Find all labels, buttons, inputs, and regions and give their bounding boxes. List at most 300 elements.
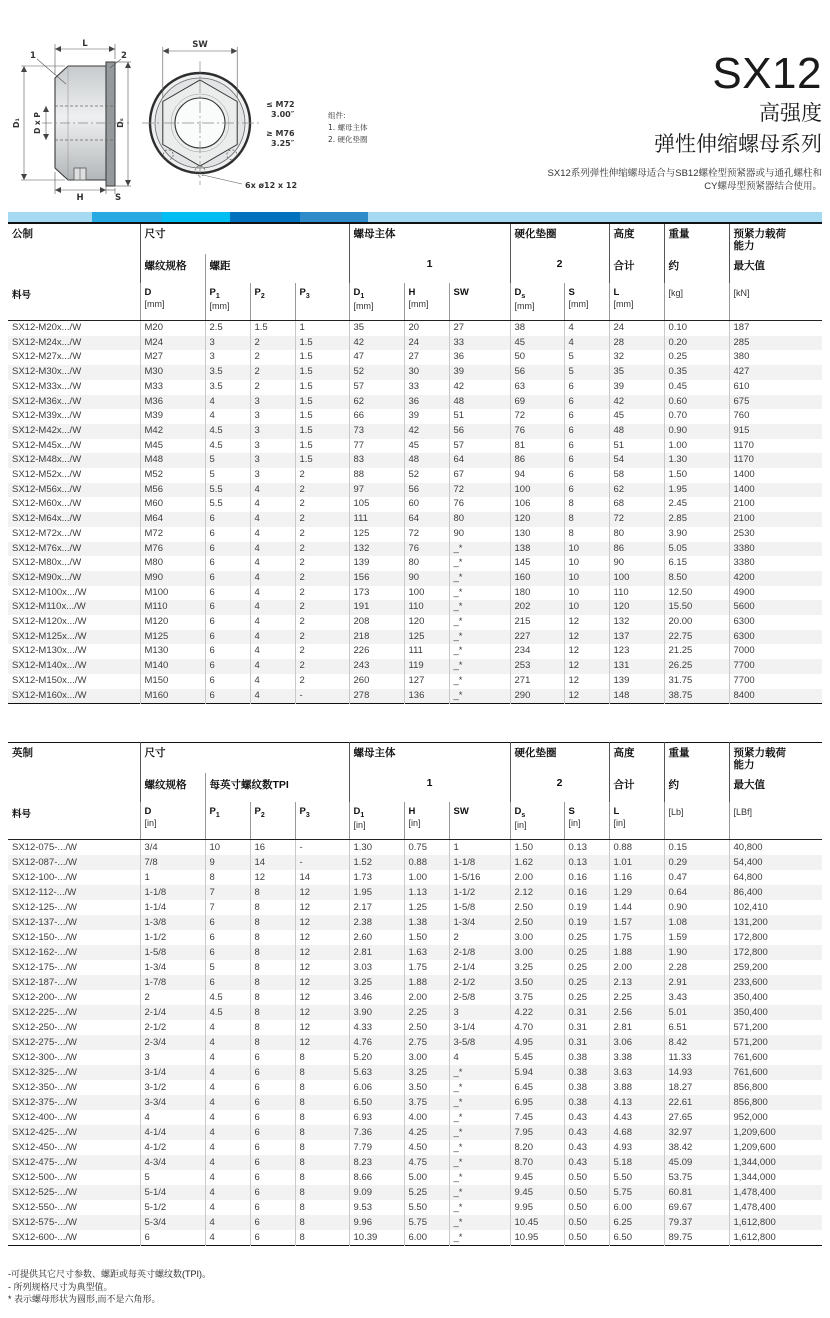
table-cell: 4 xyxy=(205,1065,250,1080)
table-cell: 12 xyxy=(564,659,609,674)
table-cell: 202 xyxy=(510,600,564,615)
table-cell: 1-3/4 xyxy=(140,960,205,975)
table-cell: 4 xyxy=(449,1050,510,1065)
table-cell: 0.13 xyxy=(564,855,609,870)
table-cell: M27 xyxy=(140,350,205,365)
column-header: H [in] xyxy=(404,802,449,840)
table-cell: 180 xyxy=(510,586,564,601)
table-cell: 5.50 xyxy=(609,1170,664,1185)
table-row xyxy=(8,380,822,395)
column-header: $P_1$ [mm] xyxy=(205,283,250,321)
table-cell: 32 xyxy=(609,350,664,365)
table-cell: 1.5 xyxy=(295,453,349,468)
table-cell: _* xyxy=(449,1140,510,1155)
imperial-table-section xyxy=(8,742,822,1246)
table-row xyxy=(8,960,822,975)
table-cell: 6 xyxy=(205,945,250,960)
table-cell: 1.5 xyxy=(295,424,349,439)
table-cell: M130 xyxy=(140,644,205,659)
table-cell: SX12-475-.../W xyxy=(12,1157,77,1168)
table-cell: 8 xyxy=(295,1215,349,1230)
table-cell: 6 xyxy=(205,600,250,615)
table-cell: 8400 xyxy=(729,689,822,704)
table-cell: 12 xyxy=(295,975,349,990)
table-cell: 138 xyxy=(510,542,564,557)
table-cell: 12 xyxy=(295,885,349,900)
table-row xyxy=(8,424,822,439)
table-cell: 4.50 xyxy=(404,1140,449,1155)
table-cell: SX12-M80x.../W xyxy=(12,557,82,569)
table-cell: 7/8 xyxy=(140,855,205,870)
table-cell: 12 xyxy=(564,674,609,689)
table-cell: 290 xyxy=(510,689,564,704)
dim-label-l: L xyxy=(82,39,88,49)
bar-segment xyxy=(92,212,162,222)
table-cell: 0.19 xyxy=(564,900,609,915)
table-cell: 40,800 xyxy=(729,840,822,856)
table-row xyxy=(8,1095,822,1110)
callout-2: 2 xyxy=(121,51,127,61)
table-cell: 1.52 xyxy=(349,855,404,870)
table-row xyxy=(8,674,822,689)
table-cell: 2.81 xyxy=(349,945,404,960)
table-cell: 6 xyxy=(205,556,250,571)
table-cell: M36 xyxy=(140,395,205,410)
table-cell: 1.5 xyxy=(295,336,349,351)
table-cell: 253 xyxy=(510,659,564,674)
table-cell: SX12-M60x.../W xyxy=(12,498,82,510)
table-cell: 8 xyxy=(295,1185,349,1200)
table-cell: 1.63 xyxy=(404,945,449,960)
footnote-line: * 表示螺母形状为圆形,而不是六角形。 xyxy=(8,1294,161,1304)
table-cell: 4 xyxy=(205,1020,250,1035)
table-cell: _* xyxy=(449,615,510,630)
table-cell: 1 xyxy=(449,840,510,856)
column-header: S [mm] xyxy=(564,283,609,321)
product-description: SX12系列弹性伸缩螺母适合与SB12螺栓型预紧器或与通孔螺柱和 CY螺母型预紧器结合使用。 xyxy=(547,167,822,193)
table-cell: 6 xyxy=(564,468,609,483)
product-title: SX12 xyxy=(712,49,822,98)
table-row xyxy=(8,556,822,571)
table-cell: 2 xyxy=(295,542,349,557)
table-cell: 2530 xyxy=(729,527,822,542)
table-cell: 1.90 xyxy=(664,945,729,960)
table-cell: 6 xyxy=(250,1215,295,1230)
table-cell: _* xyxy=(449,542,510,557)
table-cell: SX12-M100x.../W xyxy=(12,586,87,598)
table-cell: 110 xyxy=(609,586,664,601)
table-cell: 1.25 xyxy=(404,900,449,915)
table-cell: SX12-M120x.../W xyxy=(12,616,87,628)
table-cell: M64 xyxy=(140,512,205,527)
table-cell: 4 xyxy=(250,542,295,557)
table-cell: 5.5 xyxy=(205,497,250,512)
table-cell: 12 xyxy=(295,915,349,930)
column-header: [kN] xyxy=(729,283,822,321)
table-cell: 24 xyxy=(404,336,449,351)
table-cell: 2-1/2 xyxy=(449,975,510,990)
table-cell: M56 xyxy=(140,483,205,498)
table-cell: 131 xyxy=(609,659,664,674)
table-cell: 5 xyxy=(205,960,250,975)
table-cell: M80 xyxy=(140,556,205,571)
table-cell: SX12-M125x.../W xyxy=(12,630,87,642)
table-cell: 5 xyxy=(140,1170,205,1185)
table-cell: SX12-162-.../W xyxy=(12,947,77,958)
section-label: 公制 xyxy=(12,228,33,240)
table-cell: 3 xyxy=(250,395,295,410)
table-cell: 69.67 xyxy=(664,1200,729,1215)
table-cell: 5.20 xyxy=(349,1050,404,1065)
table-cell: 4 xyxy=(250,659,295,674)
table-cell: SX12-M27x.../W xyxy=(12,351,82,363)
table-cell: 8 xyxy=(250,1020,295,1035)
table-cell: 1-1/2 xyxy=(449,885,510,900)
table-cell: 1-1/8 xyxy=(449,855,510,870)
table-cell: SX12-150-.../W xyxy=(12,932,77,943)
imperial-table xyxy=(8,742,822,1246)
table-cell: 4 xyxy=(250,644,295,659)
table-cell: 8 xyxy=(564,527,609,542)
table-cell: 51 xyxy=(449,409,510,424)
column-header: $D_s$ [mm] xyxy=(510,283,564,321)
table-cell: 8 xyxy=(295,1080,349,1095)
table-cell: 12 xyxy=(564,689,609,704)
table-cell: 76 xyxy=(449,497,510,512)
table-cell: 2 xyxy=(295,674,349,689)
column-header: D [in] xyxy=(140,802,205,840)
table-cell: 571,200 xyxy=(729,1020,822,1035)
table-cell: 6.95 xyxy=(510,1095,564,1110)
table-cell: 7.79 xyxy=(349,1140,404,1155)
table-cell: M45 xyxy=(140,439,205,454)
table-row xyxy=(8,945,822,960)
table-cell: 2 xyxy=(295,512,349,527)
column-header: 料号 xyxy=(8,283,140,321)
front-view-drawing xyxy=(142,61,262,185)
table-cell: 3.63 xyxy=(609,1065,664,1080)
size-range-max1-inch: 3.00″ xyxy=(271,110,295,119)
column-header: [Lb] xyxy=(664,802,729,840)
table-cell: 5.94 xyxy=(510,1065,564,1080)
table-cell: 12 xyxy=(295,945,349,960)
table-cell: 3.25 xyxy=(404,1065,449,1080)
table-cell: 125 xyxy=(349,527,404,542)
table-cell: 67 xyxy=(449,468,510,483)
table-cell: 52 xyxy=(404,468,449,483)
table-cell: 2.50 xyxy=(404,1020,449,1035)
table-cell: 31.75 xyxy=(664,674,729,689)
table-cell: 6 xyxy=(250,1065,295,1080)
table-cell: 1.01 xyxy=(609,855,664,870)
table-cell: 1.44 xyxy=(609,900,664,915)
subhead-thread: 螺纹规格 xyxy=(140,773,205,802)
table-cell: SX12-400-.../W xyxy=(12,1112,77,1123)
table-cell: SX12-M150x.../W xyxy=(12,674,87,686)
table-cell: 4 xyxy=(250,483,295,498)
table-cell: SX12-M24x.../W xyxy=(12,336,82,348)
table-cell: M42 xyxy=(140,424,205,439)
table-cell: 42 xyxy=(349,336,404,351)
table-cell: 3380 xyxy=(729,556,822,571)
table-cell: 4 xyxy=(250,512,295,527)
table-cell: 54 xyxy=(609,453,664,468)
table-cell: 81 xyxy=(510,439,564,454)
table-cell: 9.95 xyxy=(510,1200,564,1215)
header-spacer xyxy=(8,254,140,283)
table-cell: 4.33 xyxy=(349,1020,404,1035)
table-cell: 1.38 xyxy=(404,915,449,930)
table-cell: 2.50 xyxy=(510,900,564,915)
table-cell: 6.15 xyxy=(664,556,729,571)
table-cell: M24 xyxy=(140,336,205,351)
table-cell: 7700 xyxy=(729,674,822,689)
table-cell: 0.70 xyxy=(664,409,729,424)
table-cell: 1,478,400 xyxy=(729,1185,822,1200)
table-cell: 2.75 xyxy=(404,1035,449,1050)
table-cell: SX12-M140x.../W xyxy=(12,660,87,672)
table-row xyxy=(8,975,822,990)
group-height: 高度 xyxy=(609,223,664,254)
table-cell: SX12-450-.../W xyxy=(12,1142,77,1153)
table-cell: 1.13 xyxy=(404,885,449,900)
table-cell: 0.45 xyxy=(664,380,729,395)
table-cell: 2100 xyxy=(729,512,822,527)
table-cell: 86 xyxy=(609,542,664,557)
table-cell: 3.88 xyxy=(609,1080,664,1095)
column-header: $D_1$ [in] xyxy=(349,802,404,840)
table-cell: SX12-M160x.../W xyxy=(12,689,87,701)
table-cell: 6 xyxy=(564,380,609,395)
table-cell: 5 xyxy=(205,468,250,483)
table-cell: _* xyxy=(449,1230,510,1246)
table-cell: 6 xyxy=(250,1155,295,1170)
table-row xyxy=(8,497,822,512)
table-cell: 5.00 xyxy=(404,1170,449,1185)
table-cell: 3 xyxy=(449,1005,510,1020)
table-row xyxy=(8,527,822,542)
table-cell: 60 xyxy=(404,497,449,512)
table-cell: 6 xyxy=(564,453,609,468)
table-cell: 72 xyxy=(449,483,510,498)
table-cell: 39 xyxy=(449,365,510,380)
table-cell: SX12-200-.../W xyxy=(12,992,77,1003)
table-cell: 2.45 xyxy=(664,497,729,512)
table-cell: 7 xyxy=(205,900,250,915)
table-row xyxy=(8,512,822,527)
table-cell: 4 xyxy=(205,1095,250,1110)
table-cell: 1.5 xyxy=(295,409,349,424)
table-cell: 4.13 xyxy=(609,1095,664,1110)
table-cell: 2.5 xyxy=(205,321,250,336)
table-cell: 48 xyxy=(449,395,510,410)
table-cell: 5.75 xyxy=(404,1215,449,1230)
table-cell: 35 xyxy=(349,321,404,336)
table-cell: 2 xyxy=(250,336,295,351)
table-cell: 5 xyxy=(205,453,250,468)
table-row xyxy=(8,630,822,645)
table-cell: SX12-425-.../W xyxy=(12,1127,77,1138)
table-cell: 4 xyxy=(250,615,295,630)
table-cell: 8.50 xyxy=(664,571,729,586)
table-cell: 4 xyxy=(250,600,295,615)
bar-segment xyxy=(162,212,230,222)
subhead-total: 合计 xyxy=(609,773,664,802)
table-cell: 6 xyxy=(205,527,250,542)
table-cell: 145 xyxy=(510,556,564,571)
table-cell: 28 xyxy=(609,336,664,351)
table-cell: SX12-187-.../W xyxy=(12,977,77,988)
table-cell: 2-5/8 xyxy=(449,990,510,1005)
table-cell: SX12-325-.../W xyxy=(12,1067,77,1078)
table-cell: SX12-125-.../W xyxy=(12,902,77,913)
table-cell: 94 xyxy=(510,468,564,483)
table-cell: 6.45 xyxy=(510,1080,564,1095)
table-cell: 2 xyxy=(295,571,349,586)
table-cell: 285 xyxy=(729,336,822,351)
table-cell: 6 xyxy=(564,409,609,424)
section-divider-bar xyxy=(8,212,822,222)
table-cell: M110 xyxy=(140,600,205,615)
table-cell: 64 xyxy=(404,512,449,527)
table-row xyxy=(8,321,822,336)
table-cell: _* xyxy=(449,674,510,689)
table-cell: 38.75 xyxy=(664,689,729,704)
table-cell: 6 xyxy=(250,1140,295,1155)
table-cell: 56 xyxy=(449,424,510,439)
table-cell: 4 xyxy=(205,1035,250,1050)
table-cell: 27 xyxy=(404,350,449,365)
table-cell: 14.93 xyxy=(664,1065,729,1080)
table-cell: 35 xyxy=(609,365,664,380)
table-cell: 2.00 xyxy=(510,870,564,885)
table-cell: 4.5 xyxy=(205,990,250,1005)
table-cell: 2 xyxy=(295,497,349,512)
table-cell: 4 xyxy=(205,395,250,410)
table-cell: 2 xyxy=(295,468,349,483)
table-cell: 6 xyxy=(250,1185,295,1200)
table-cell: 3 xyxy=(250,424,295,439)
table-cell: 139 xyxy=(349,556,404,571)
table-cell: 10 xyxy=(564,571,609,586)
column-header: L [mm] xyxy=(609,283,664,321)
table-cell: 571,200 xyxy=(729,1035,822,1050)
table-cell: M20 xyxy=(140,321,205,336)
table-cell: 0.88 xyxy=(609,840,664,856)
table-cell: 427 xyxy=(729,365,822,380)
table-cell: 278 xyxy=(349,689,404,704)
table-row xyxy=(8,468,822,483)
table-cell: SX12-550-.../W xyxy=(12,1202,77,1213)
table-cell: 6.06 xyxy=(349,1080,404,1095)
bar-segment xyxy=(368,212,822,222)
table-cell: 6 xyxy=(205,915,250,930)
subhead-tpi: 每英寸螺纹数TPI xyxy=(205,773,349,802)
table-cell: 88 xyxy=(349,468,404,483)
table-cell: M100 xyxy=(140,586,205,601)
table-cell: 0.90 xyxy=(664,900,729,915)
table-cell: 6 xyxy=(564,395,609,410)
table-cell: 8 xyxy=(564,512,609,527)
table-cell: 0.75 xyxy=(404,840,449,856)
table-cell: 1-3/8 xyxy=(140,915,205,930)
table-cell: 2.00 xyxy=(609,960,664,975)
table-cell: 21.25 xyxy=(664,644,729,659)
table-cell: 3-3/4 xyxy=(140,1095,205,1110)
table-cell: 6.00 xyxy=(404,1230,449,1246)
table-row xyxy=(8,1125,822,1140)
column-header: H [mm] xyxy=(404,283,449,321)
table-cell: 1.30 xyxy=(664,453,729,468)
table-cell: 6 xyxy=(140,1230,205,1246)
table-cell: 3 xyxy=(140,1050,205,1065)
table-cell: 2.17 xyxy=(349,900,404,915)
table-cell: 2 xyxy=(295,630,349,645)
table-cell: 5.75 xyxy=(609,1185,664,1200)
table-cell: 4 xyxy=(250,527,295,542)
table-cell: 8 xyxy=(250,945,295,960)
table-cell: 0.25 xyxy=(664,350,729,365)
group-preload: 预紧力载荷 能力 xyxy=(729,743,822,774)
table-cell: 5-3/4 xyxy=(140,1215,205,1230)
table-cell: SX12-250-.../W xyxy=(12,1022,77,1033)
table-cell: 2 xyxy=(295,586,349,601)
table-cell: 1,478,400 xyxy=(729,1200,822,1215)
table-row xyxy=(8,1005,822,1020)
table-cell: 12 xyxy=(295,930,349,945)
table-cell: 45 xyxy=(510,336,564,351)
table-cell: SX12-112-.../W xyxy=(12,887,77,898)
table-cell: 4 xyxy=(250,586,295,601)
table-cell: 8 xyxy=(295,1065,349,1080)
group-height: 高度 xyxy=(609,743,664,774)
table-cell: 131,200 xyxy=(729,915,822,930)
table-cell: 5.01 xyxy=(664,1005,729,1020)
table-cell: 2100 xyxy=(729,497,822,512)
table-row xyxy=(8,409,822,424)
table-cell: 172,800 xyxy=(729,930,822,945)
table-cell: 2 xyxy=(295,600,349,615)
table-cell: 45 xyxy=(609,409,664,424)
table-cell: 7.45 xyxy=(510,1110,564,1125)
group-size: 尺寸 xyxy=(140,743,349,774)
table-cell: SX12-075-.../W xyxy=(12,842,77,853)
table-cell: 4.5 xyxy=(205,1005,250,1020)
table-cell: 1.08 xyxy=(664,915,729,930)
group-washer: 硬化垫圈 xyxy=(510,223,609,254)
table-cell: 5.45 xyxy=(510,1050,564,1065)
table-cell: 4 xyxy=(564,336,609,351)
table-cell: 0.35 xyxy=(664,365,729,380)
table-cell: _* xyxy=(449,1170,510,1185)
column-header: 料号 xyxy=(8,802,140,840)
table-row xyxy=(8,644,822,659)
table-cell: 2.50 xyxy=(510,915,564,930)
table-cell: SX12-M56x.../W xyxy=(12,483,82,495)
table-cell: 119 xyxy=(404,659,449,674)
table-cell: M33 xyxy=(140,380,205,395)
table-cell: 38 xyxy=(510,321,564,336)
table-cell: 4 xyxy=(250,556,295,571)
table-cell: 3.06 xyxy=(609,1035,664,1050)
bar-segment xyxy=(8,212,92,222)
table-cell: 1.50 xyxy=(510,840,564,856)
table-cell: 1.5 xyxy=(295,439,349,454)
table-cell: 6.93 xyxy=(349,1110,404,1125)
table-cell: SX12-M36x.../W xyxy=(12,395,82,407)
table-cell: 1-5/16 xyxy=(449,870,510,885)
table-cell: 3-1/4 xyxy=(140,1065,205,1080)
